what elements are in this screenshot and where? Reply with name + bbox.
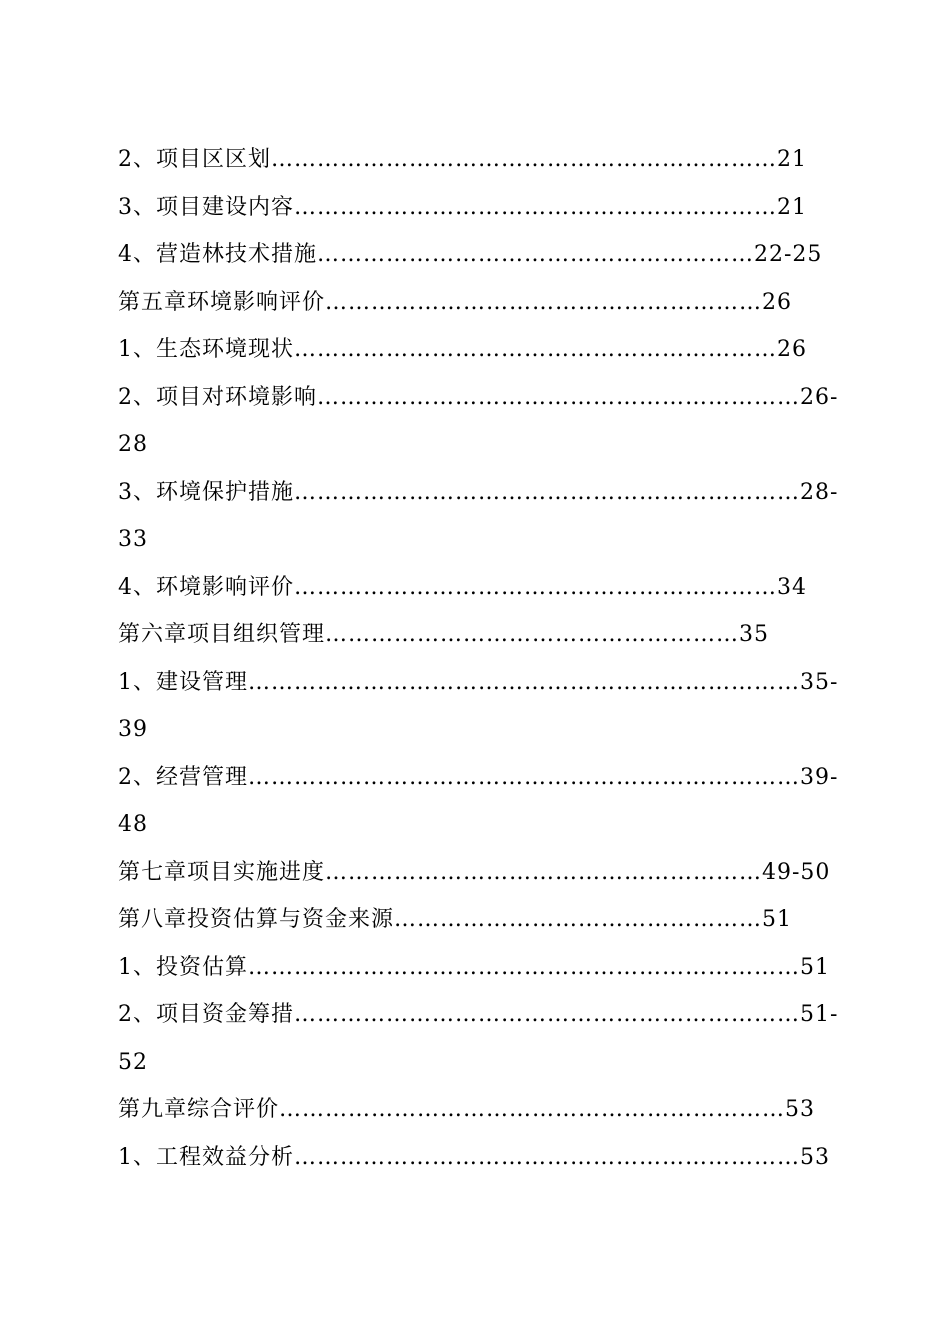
toc-page-continuation: 52: [118, 1050, 148, 1075]
toc-entry: 2、项目资金筹措…………………………………………………………51-: [118, 1002, 838, 1027]
toc-page-continuation: 33: [118, 527, 148, 552]
toc-entry: 2、项目对环境影响………………………………………………………26-: [118, 385, 838, 410]
toc-chapter-heading: 第七章项目实施进度…………………………………………………49-50: [118, 860, 831, 885]
toc-chapter-heading: 第九章综合评价…………………………………………………………53: [118, 1097, 815, 1122]
toc-entry: 4、营造林技术措施…………………………………………………22-25: [118, 242, 823, 267]
toc-entry: 3、环境保护措施…………………………………………………………28-: [118, 480, 838, 505]
toc-entry: 1、投资估算………………………………………………………………51: [118, 955, 830, 980]
toc-chapter-heading: 第八章投资估算与资金来源…………………………………………51: [118, 907, 792, 932]
toc-entry: 2、经营管理………………………………………………………………39-: [118, 765, 838, 790]
toc-entry: 1、建设管理………………………………………………………………35-: [118, 670, 838, 695]
toc-entry: 2、项目区区划…………………………………………………………21: [118, 147, 807, 172]
toc-page-continuation: 48: [118, 812, 148, 837]
toc-entry: 1、工程效益分析…………………………………………………………53: [118, 1145, 830, 1170]
toc-page-continuation: 28: [118, 432, 148, 457]
toc-entry: 3、项目建设内容………………………………………………………21: [118, 195, 807, 220]
toc-chapter-heading: 第五章环境影响评价…………………………………………………26: [118, 290, 792, 315]
toc-entry: 4、环境影响评价………………………………………………………34: [118, 575, 807, 600]
toc-chapter-heading: 第六章项目组织管理………………………………………………35: [118, 622, 769, 647]
toc-entry: 1、生态环境现状………………………………………………………26: [118, 337, 807, 362]
toc-page-continuation: 39: [118, 717, 148, 742]
